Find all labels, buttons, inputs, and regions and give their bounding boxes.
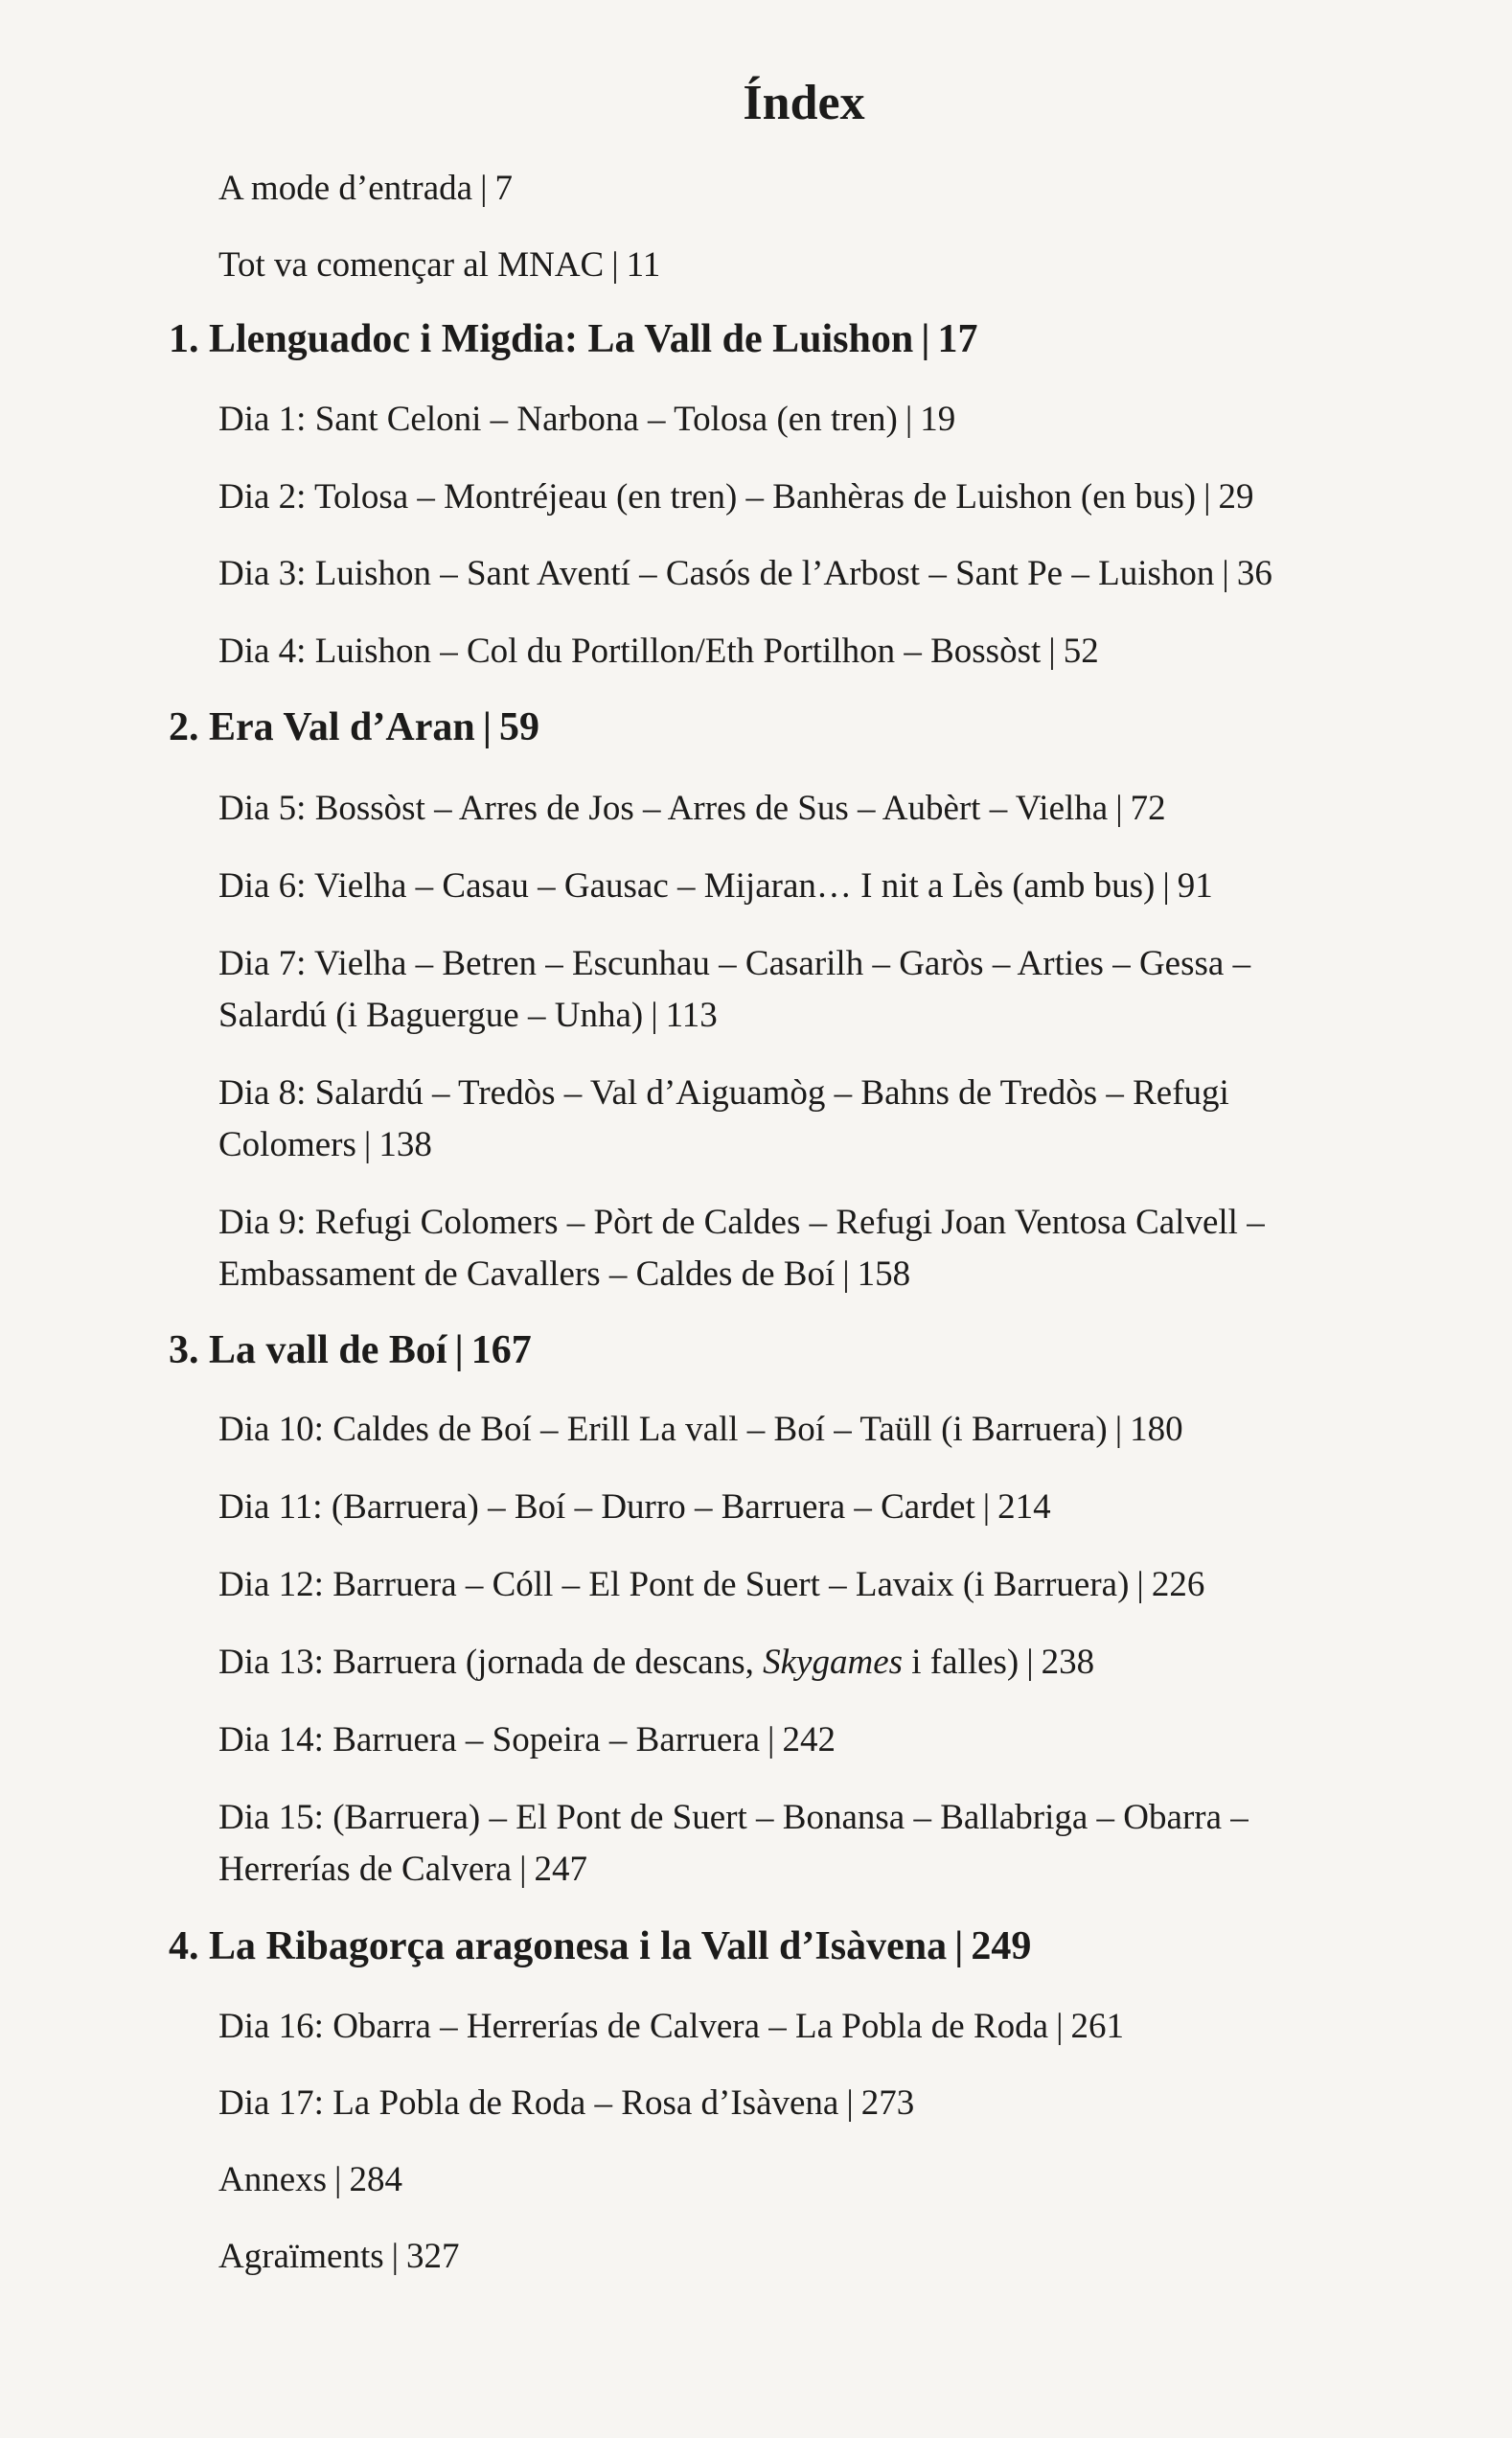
entry-page: 273 <box>860 2083 915 2123</box>
entry-label: Dia 12: Barruera – Cóll – El Pont de Suert – Lavaix (i Barruera) <box>218 1565 1130 1604</box>
separator: | <box>954 1924 964 1968</box>
entry-label: Dia 1: Sant Celoni – Narbona – Tolosa (en tren) <box>218 400 898 439</box>
toc-entry-dia-12[interactable] <box>218 1559 1204 1611</box>
section-page: 167 <box>470 1328 532 1372</box>
toc-entry-dia-15-cont[interactable] <box>218 1844 587 1896</box>
section-number: 4. <box>169 1924 199 1968</box>
toc-section-2[interactable] <box>169 699 539 756</box>
entry-page: 19 <box>920 400 956 439</box>
toc-section-3[interactable] <box>169 1322 532 1379</box>
toc-entry-intro-2[interactable] <box>218 240 660 291</box>
entry-label: Dia 10: Caldes de Boí – Erill La vall – Boí – Taüll (i Barruera) <box>218 1410 1108 1449</box>
section-page: 249 <box>971 1924 1032 1968</box>
section-label: La Ribagorça aragonesa i la Vall d’Isàvena <box>209 1924 948 1968</box>
entry-page: 247 <box>534 1850 588 1889</box>
entry-page: 29 <box>1218 477 1254 517</box>
toc-entry-dia-11[interactable] <box>218 1482 1051 1533</box>
separator: | <box>363 1125 372 1164</box>
toc-entry-dia-7-cont[interactable] <box>218 990 718 1042</box>
entry-label: Embassament de Cavallers – Caldes de Boí <box>218 1254 836 1294</box>
entry-label: Agraïments <box>218 2237 384 2276</box>
entry-label: Dia 17: La Pobla de Roda – Rosa d’Isàvena <box>218 2083 839 2123</box>
separator: | <box>482 705 492 749</box>
entry-label: Dia 3: Luishon – Sant Aventí – Casós de l’Arbost – Sant Pe – Luishon <box>218 554 1215 593</box>
separator: | <box>480 169 488 208</box>
entry-label: Dia 11: (Barruera) – Boí – Durro – Barruera – Cardet <box>218 1487 975 1527</box>
separator: | <box>982 1487 991 1527</box>
separator: | <box>767 1720 775 1760</box>
toc-entry-dia-16[interactable] <box>218 2001 1124 2053</box>
entry-label: Dia 7: Vielha – Betren – Escunhau – Casarilh – Garòs – Arties – Gessa – <box>218 944 1251 983</box>
toc-entry-dia-4[interactable] <box>218 626 1099 678</box>
entry-page: 327 <box>406 2237 460 2276</box>
section-label: La vall de Boí <box>209 1328 447 1372</box>
section-number: 2. <box>169 705 199 749</box>
entry-page: 261 <box>1070 2007 1125 2046</box>
entry-page: 72 <box>1130 789 1166 828</box>
section-label: Llenguadoc i Migdia: La Vall de Luishon <box>209 317 914 361</box>
page-title: Índex <box>743 76 865 130</box>
separator: | <box>334 2160 342 2199</box>
toc-entry-dia-17[interactable] <box>218 2078 914 2129</box>
toc-section-4[interactable] <box>169 1918 1031 1975</box>
entry-page: 52 <box>1063 632 1099 671</box>
toc-entry-dia-2[interactable] <box>218 472 1254 523</box>
entry-page: 7 <box>494 169 513 208</box>
separator: | <box>921 317 930 361</box>
toc-entry-dia-7[interactable] <box>218 938 1250 990</box>
toc-entry-dia-5[interactable] <box>218 783 1166 835</box>
toc-entry-dia-10[interactable] <box>218 1404 1183 1456</box>
entry-label: Dia 4: Luishon – Col du Portillon/Eth Portilhon – Bossòst <box>218 632 1042 671</box>
separator: | <box>1114 1410 1123 1449</box>
toc-entry-dia-6[interactable] <box>218 861 1213 912</box>
toc-entry-dia-1[interactable] <box>218 394 955 446</box>
entry-label: Dia 15: (Barruera) – El Pont de Suert – Bonansa – Ballabriga – Obarra – <box>218 1798 1249 1837</box>
toc-entry-dia-8-cont[interactable] <box>218 1119 432 1171</box>
entry-label-italic: Skygames <box>763 1643 904 1682</box>
separator: | <box>454 1328 464 1372</box>
entry-page: 242 <box>782 1720 836 1760</box>
section-label: Era Val d’Aran <box>209 705 475 749</box>
toc-entry-dia-15[interactable] <box>218 1792 1249 1844</box>
toc-entry-agraiments[interactable] <box>218 2231 460 2283</box>
separator: | <box>519 1850 527 1889</box>
separator: | <box>846 2083 854 2123</box>
toc-section-1[interactable] <box>169 310 977 368</box>
separator: | <box>1048 632 1056 671</box>
separator: | <box>611 245 619 285</box>
entry-label: Herrerías de Calvera <box>218 1850 513 1889</box>
entry-label: Dia 5: Bossòst – Arres de Jos – Arres de Sus – Aubèrt – Vielha <box>218 789 1109 828</box>
entry-page: 214 <box>997 1487 1051 1527</box>
entry-page: 158 <box>857 1254 911 1294</box>
separator: | <box>842 1254 850 1294</box>
entry-page: 11 <box>626 245 661 285</box>
toc-entry-annexs[interactable] <box>218 2154 402 2206</box>
toc-entry-dia-13[interactable] <box>218 1637 1094 1689</box>
toc-entry-dia-3[interactable] <box>218 548 1272 600</box>
entry-page: 238 <box>1041 1643 1095 1682</box>
entry-label: Salardú (i Baguergue – Unha) <box>218 996 644 1035</box>
entry-label: A mode d’entrada <box>218 169 473 208</box>
section-number: 1. <box>169 317 199 361</box>
entry-page: 284 <box>349 2160 402 2199</box>
entry-page: 36 <box>1236 554 1272 593</box>
entry-label: Dia 16: Obarra – Herrerías de Calvera – La Pobla de Roda <box>218 2007 1049 2046</box>
entry-label: Annexs <box>218 2160 328 2199</box>
toc-entry-dia-8[interactable] <box>218 1068 1229 1119</box>
entry-page: 91 <box>1177 866 1213 906</box>
separator: | <box>391 2237 400 2276</box>
section-page: 59 <box>498 705 539 749</box>
entry-page: 226 <box>1151 1565 1205 1604</box>
entry-label: Dia 14: Barruera – Sopeira – Barruera <box>218 1720 761 1760</box>
entry-page: 113 <box>665 996 718 1035</box>
toc-entry-dia-9-cont[interactable] <box>218 1249 910 1300</box>
entry-page: 180 <box>1130 1410 1183 1449</box>
entry-label: Dia 8: Salardú – Tredòs – Val d’Aiguamòg – Bahns de Tredòs – Refugi <box>218 1073 1229 1113</box>
toc-entry-dia-14[interactable] <box>218 1714 836 1766</box>
separator: | <box>1115 789 1123 828</box>
separator: | <box>1162 866 1170 906</box>
separator: | <box>651 996 658 1035</box>
entry-label: Dia 6: Vielha – Casau – Gausac – Mijaran… I nit a Lès (amb bus) <box>218 866 1156 906</box>
entry-page: 138 <box>378 1125 432 1164</box>
separator: | <box>1222 554 1229 593</box>
section-page: 17 <box>937 317 978 361</box>
separator: | <box>1203 477 1211 517</box>
separator: | <box>1056 2007 1064 2046</box>
toc-entry-dia-9[interactable] <box>218 1197 1265 1249</box>
entry-label: Colomers <box>218 1125 356 1164</box>
entry-label: Dia 13: Barruera (jornada de descans, <box>218 1643 764 1682</box>
entry-label: Dia 2: Tolosa – Montréjeau (en tren) – Banhèras de Luishon (en bus) <box>218 477 1197 517</box>
separator: | <box>1136 1565 1144 1604</box>
separator: | <box>1026 1643 1034 1682</box>
entry-label: Dia 9: Refugi Colomers – Pòrt de Caldes – Refugi Joan Ventosa Calvell – <box>218 1203 1265 1242</box>
separator: | <box>905 400 913 439</box>
entry-label: Tot va començar al MNAC <box>218 245 605 285</box>
toc-entry-intro-1[interactable] <box>218 163 513 215</box>
entry-label-end: i falles) <box>903 1643 1019 1682</box>
section-number: 3. <box>169 1328 199 1372</box>
